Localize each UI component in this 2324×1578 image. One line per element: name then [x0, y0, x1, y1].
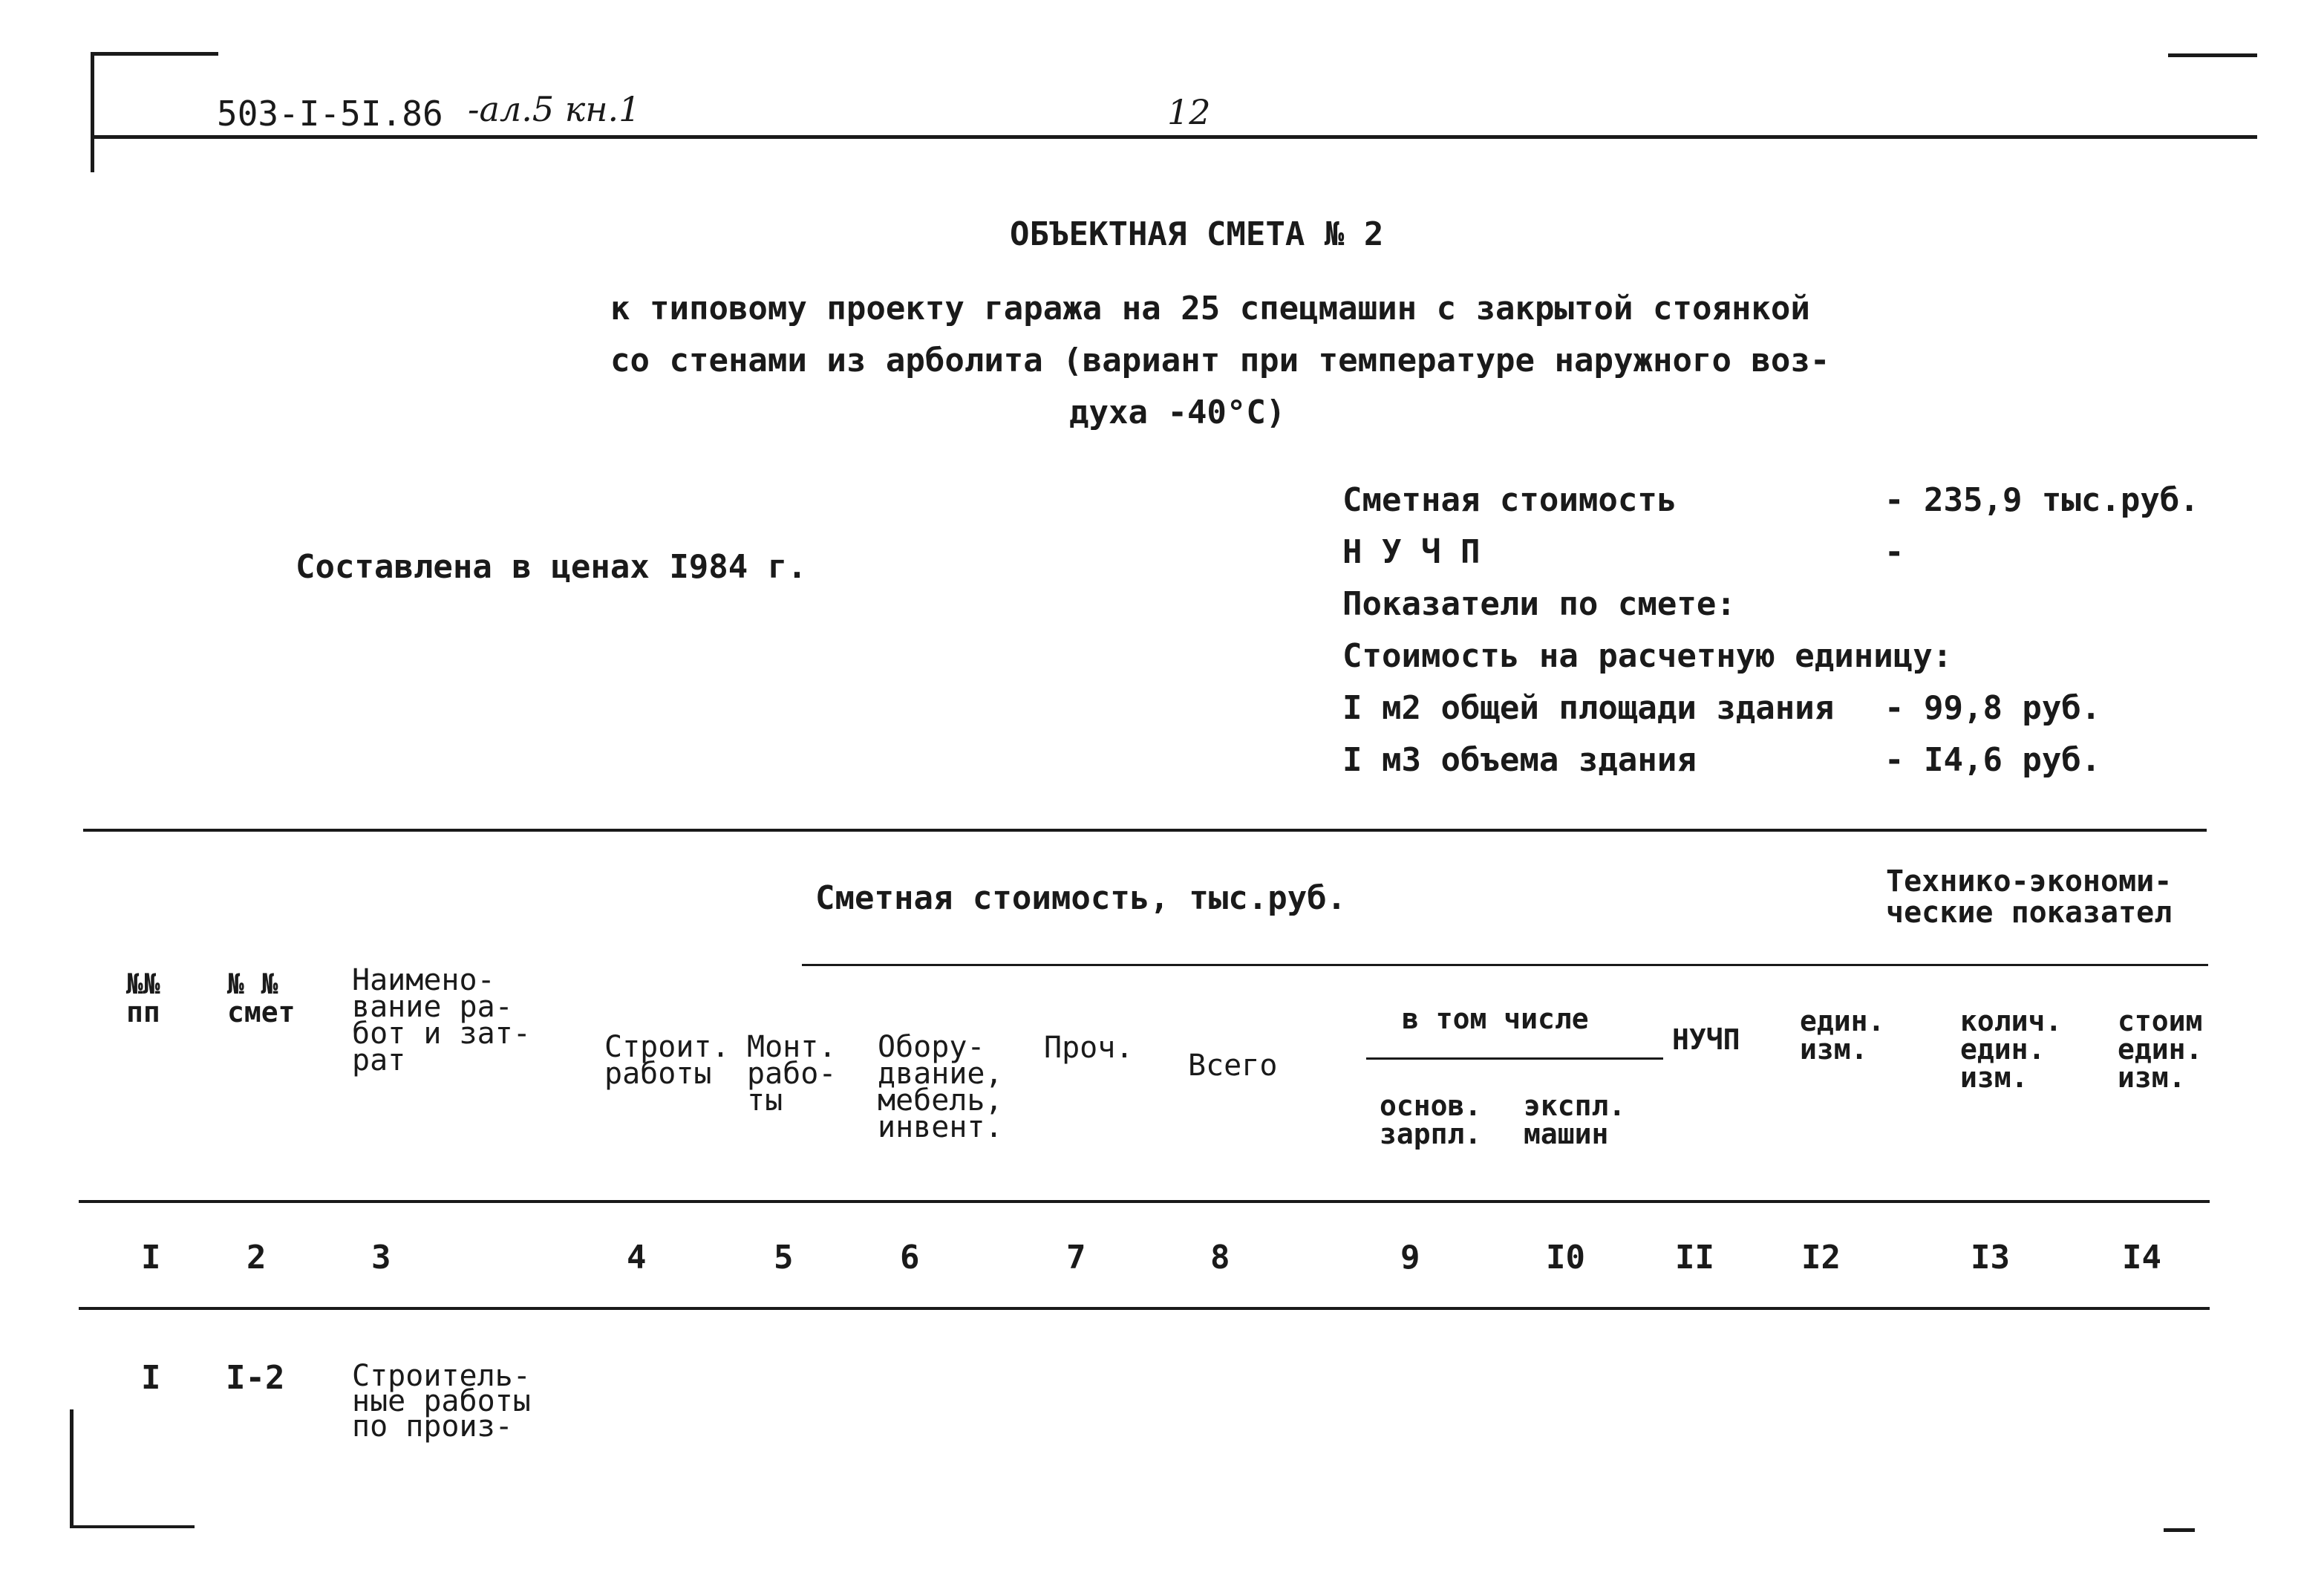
col-number: 2: [247, 1239, 267, 1277]
summary-label: I м2 общей площади здания: [1342, 689, 1835, 727]
frame-bottom-left-mark: [70, 1525, 195, 1528]
summary-label: Сметная стоимость: [1342, 481, 1677, 519]
col-number: 3: [371, 1239, 391, 1277]
col-header-machine-operation: экспл. машин: [1524, 1089, 1626, 1150]
estimate-subtitle-line1: к типовому проекту гаража на 25 спецмашин с закрытой стоянкой: [610, 290, 1810, 327]
col-header-estimate-no: № № смет: [227, 968, 296, 1028]
frame-bottom-right-mark: [2164, 1528, 2195, 1532]
prices-note: Составлена в ценах I984 г.: [296, 548, 807, 586]
col-number: 6: [900, 1239, 920, 1277]
numbers-bottom-rule: [79, 1307, 2210, 1310]
summary-value: - 235,9 тыс.руб.: [1884, 481, 2199, 519]
group-header-including: в том числе: [1402, 1002, 1589, 1035]
summary-value: - 99,8 руб.: [1884, 689, 2101, 727]
header-bottom-rule: [79, 1200, 2210, 1203]
document-code: 503-I-5I.86: [217, 94, 443, 134]
col-header-unit-cost: стоим един. изм.: [2118, 1005, 2203, 1094]
col-header-nuchp: НУЧП: [1672, 1023, 1740, 1056]
row-number: I: [141, 1359, 161, 1397]
handwritten-note: -ал.5 кн.1: [468, 89, 641, 129]
frame-top-right-mark: [2168, 53, 2257, 57]
col-number: II: [1675, 1239, 1714, 1277]
frame-top-left-mark: [91, 52, 218, 56]
col-number: I0: [1546, 1239, 1585, 1277]
col-header-total: Всего: [1188, 1049, 1278, 1083]
estimate-subtitle-line2: со стенами из арболита (вариант при температуре наружного воз-: [610, 342, 1830, 379]
summary-value: - I4,6 руб.: [1884, 741, 2101, 779]
col-number: 4: [627, 1239, 647, 1277]
col-header-installation: Монт. рабо- ты: [747, 1030, 837, 1118]
col-header-base-salary: основ. зарпл.: [1380, 1089, 1482, 1150]
estimate-title: ОБЪЕКТНАЯ СМЕТА № 2: [1010, 215, 1384, 253]
group-header-tech: Технико-экономи- ческие показател: [1886, 864, 2173, 930]
col-number: I4: [2122, 1239, 2161, 1277]
col-header-unit-quantity: колич. един. изм.: [1960, 1005, 2063, 1094]
col-header-construction: Строит. работы: [604, 1030, 730, 1091]
group-header-cost: Сметная стоимость, тыс.руб.: [815, 879, 1347, 917]
estimate-subtitle-line3: духа -40°С): [1069, 394, 1286, 431]
summary-label: I м3 объема здания: [1342, 741, 1697, 779]
summary-label: Показатели по смете:: [1342, 585, 1736, 623]
col-number: 8: [1210, 1239, 1230, 1277]
summary-label: Н У Ч П: [1342, 533, 1481, 571]
page-number: 12: [1167, 92, 1211, 132]
col-number: I2: [1801, 1239, 1841, 1277]
col-number: 9: [1400, 1239, 1420, 1277]
col-number: 7: [1066, 1239, 1086, 1277]
col-header-work-name: Наимено- вание ра- бот и зат- рат: [352, 963, 531, 1077]
col-header-other: Проч.: [1044, 1031, 1134, 1065]
col-number: 5: [774, 1239, 794, 1277]
col-number: I3: [1971, 1239, 2010, 1277]
summary-value: -: [1884, 533, 1904, 571]
header-rule: [91, 135, 2257, 139]
col-header-item-no: №№ пп: [126, 968, 160, 1028]
row-estimate-number: I-2: [226, 1359, 285, 1397]
including-rule: [1366, 1057, 1663, 1060]
frame-left-top-mark: [91, 52, 94, 172]
frame-left-bottom-mark: [70, 1409, 74, 1528]
cost-group-rule: [802, 964, 2208, 966]
col-header-equipment: Обору- двание, мебель, инвент.: [878, 1030, 1003, 1144]
row-work-name: Строитель- ные работы по произ-: [352, 1359, 531, 1444]
table-top-rule: [83, 829, 2207, 832]
col-number: I: [141, 1239, 161, 1277]
summary-label: Стоимость на расчетную единицу:: [1342, 637, 1953, 675]
col-header-unit: един. изм.: [1800, 1005, 1885, 1066]
